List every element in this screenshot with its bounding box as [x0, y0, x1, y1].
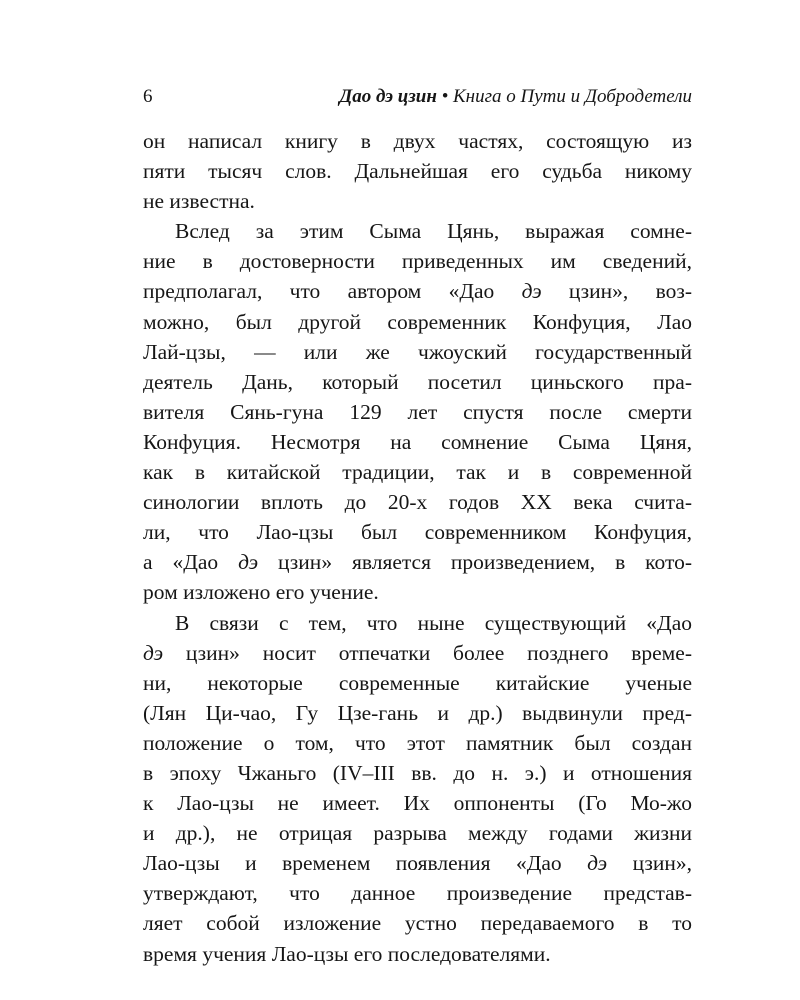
text-line — [143, 848, 692, 878]
text-line — [143, 577, 692, 607]
text-segment: и др.), не отрицая разрыва между годами жизни — [143, 821, 692, 846]
text-line — [143, 186, 692, 216]
text-line — [143, 246, 692, 276]
text-line — [143, 878, 692, 908]
paragraph — [143, 608, 692, 969]
text-segment: Лао-цзы и временем появления «Дао — [143, 851, 588, 876]
text-line — [143, 427, 692, 457]
text-line — [143, 216, 692, 246]
text-segment: цзин», воз- — [541, 279, 692, 304]
text-line — [143, 608, 692, 638]
body-text — [143, 126, 692, 969]
text-segment: ли, что Лао-цзы был современником Конфуция, — [143, 520, 692, 545]
text-segment: а «Дао — [143, 550, 239, 575]
text-line — [143, 276, 692, 306]
text-line — [143, 367, 692, 397]
text-segment: цзин» является произведением, в кото- — [258, 550, 692, 575]
text-line — [143, 788, 692, 818]
text-segment: не известна. — [143, 189, 255, 214]
text-segment: можно, был другой современник Конфуция, Лао — [143, 309, 692, 334]
book-title: Дао дэ цзин — [339, 86, 437, 107]
text-line — [143, 908, 692, 938]
text-segment: ние в достоверности приведенных им сведений, — [143, 249, 692, 274]
italic-term: дэ — [587, 851, 608, 876]
text-segment: ни, некоторые современные китайские ученые — [143, 670, 692, 695]
running-title — [339, 86, 692, 108]
text-line — [143, 487, 692, 517]
text-segment: (Лян Ци-чао, Гу Цзе-гань и др.) выдвинули пред- — [143, 700, 692, 725]
text-line — [143, 307, 692, 337]
text-segment: вителя Сянь-гуна 129 лет спустя после смерти — [143, 399, 692, 424]
italic-term: дэ — [521, 279, 542, 304]
text-segment: цзин», — [607, 851, 692, 876]
italic-term: дэ — [143, 640, 164, 665]
text-line — [143, 758, 692, 788]
text-line — [143, 517, 692, 547]
text-segment: Лай-цзы, — или же чжоуский государственный — [143, 339, 692, 364]
text-segment: деятель Дань, который посетил циньского пра- — [143, 369, 692, 394]
paragraph — [143, 216, 692, 607]
title-separator: • — [436, 86, 454, 107]
text-line — [143, 547, 692, 577]
text-segment: синологии вплоть до 20-х годов XX века счита- — [143, 490, 692, 515]
page-number: 6 — [143, 86, 153, 107]
text-line — [143, 939, 692, 969]
text-segment: цзин» носит отпечатки более позднего време- — [163, 640, 692, 665]
text-line — [143, 156, 692, 186]
text-line — [143, 638, 692, 668]
text-segment: как в китайской традиции, так и в современной — [143, 460, 692, 485]
text-segment: ром изложено его учение. — [143, 580, 379, 605]
text-line — [143, 698, 692, 728]
text-segment: В связи с тем, что ныне существующий «Дао — [175, 610, 692, 635]
text-segment: он написал книгу в двух частях, состоящую из — [143, 129, 692, 153]
text-line — [143, 668, 692, 698]
text-line — [143, 337, 692, 367]
book-subtitle: Книга о Пути и Добродетели — [453, 86, 692, 107]
text-segment: Вслед за этим Сыма Цянь, выражая сомне- — [175, 219, 692, 244]
running-head — [143, 86, 692, 108]
text-segment: утверждают, что данное произведение представ- — [143, 881, 692, 906]
text-segment: к Лао-цзы не имеет. Их оппоненты (Го Мо-жо — [143, 791, 692, 816]
text-segment: Конфуция. Несмотря на сомнение Сыма Цяня, — [143, 429, 692, 454]
text-line — [143, 818, 692, 848]
text-segment: положение о том, что этот памятник был создан — [143, 730, 692, 755]
italic-term: дэ — [238, 550, 259, 575]
paragraph — [143, 126, 692, 216]
text-segment: пяти тысяч слов. Дальнейшая его судьба никому — [143, 159, 692, 184]
text-segment: ляет собой изложение устно передаваемого в то — [143, 911, 692, 936]
text-line — [143, 397, 692, 427]
text-line — [143, 457, 692, 487]
text-line — [143, 728, 692, 758]
text-segment: время учения Лао-цзы его последователями. — [143, 941, 551, 966]
text-segment: в эпоху Чжаньго (IV–III вв. до н. э.) и отношения — [143, 760, 692, 785]
text-line — [143, 126, 692, 156]
text-segment: предполагал, что автором «Дао — [143, 279, 522, 304]
